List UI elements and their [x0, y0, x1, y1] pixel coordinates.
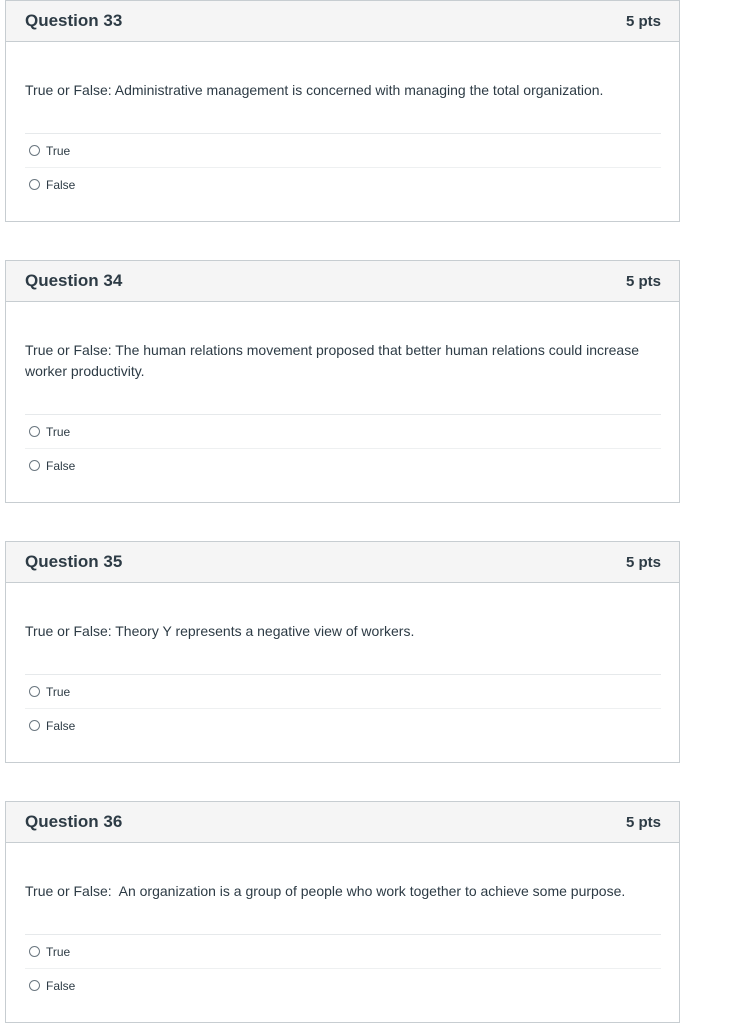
radio-button-icon[interactable]	[29, 179, 40, 190]
answer-label: True	[46, 684, 71, 699]
question-body	[6, 843, 679, 1002]
question-header	[6, 261, 679, 302]
answer-list	[25, 414, 661, 482]
question-header	[6, 802, 679, 843]
question-points: 5 pts	[625, 12, 661, 30]
radio-button-icon[interactable]	[29, 686, 40, 697]
answer-list	[25, 934, 661, 1002]
question-body	[6, 583, 679, 742]
question-points: 5 pts	[625, 272, 661, 290]
question-points: 5 pts	[625, 813, 661, 831]
question-text: True or False: Administrative management is concerned with managing the total organization.	[25, 82, 604, 98]
answer-option-true[interactable]	[25, 415, 661, 449]
question-points: 5 pts	[625, 553, 661, 571]
radio-button-icon[interactable]	[29, 460, 40, 471]
answer-list	[25, 133, 661, 201]
answer-label: True	[46, 944, 71, 959]
answer-label: False	[46, 978, 76, 993]
answer-option-false[interactable]	[25, 709, 661, 742]
question-card-35	[5, 541, 680, 763]
answer-option-false[interactable]	[25, 449, 661, 482]
question-title: Question 35	[25, 552, 123, 571]
question-text: True or False: Theory Y represents a negative view of workers.	[25, 623, 415, 639]
question-header	[6, 542, 679, 583]
answer-option-false[interactable]	[25, 969, 661, 1002]
answer-option-true[interactable]	[25, 134, 661, 168]
answer-option-true[interactable]	[25, 675, 661, 709]
radio-button-icon[interactable]	[29, 426, 40, 437]
question-card-36	[5, 801, 680, 1023]
answer-label: True	[46, 424, 71, 439]
question-title: Question 36	[25, 812, 123, 831]
question-body	[6, 42, 679, 201]
radio-button-icon[interactable]	[29, 946, 40, 957]
answer-option-false[interactable]	[25, 168, 661, 201]
answer-list	[25, 674, 661, 742]
question-card-33	[5, 0, 680, 222]
radio-button-icon[interactable]	[29, 720, 40, 731]
question-text: True or False: An organization is a group of people who work together to achieve some purpose.	[25, 883, 626, 899]
question-card-34	[5, 260, 680, 503]
answer-label: False	[46, 458, 76, 473]
radio-button-icon[interactable]	[29, 145, 40, 156]
answer-label: False	[46, 177, 76, 192]
question-title: Question 34	[25, 271, 123, 290]
question-header	[6, 1, 679, 42]
question-body	[6, 302, 679, 482]
answer-label: False	[46, 718, 76, 733]
answer-option-true[interactable]	[25, 935, 661, 969]
answer-label: True	[46, 143, 71, 158]
radio-button-icon[interactable]	[29, 980, 40, 991]
question-title: Question 33	[25, 11, 123, 30]
question-text: True or False: The human relations movement proposed that better human relations could increase worker productivity.	[25, 342, 639, 379]
